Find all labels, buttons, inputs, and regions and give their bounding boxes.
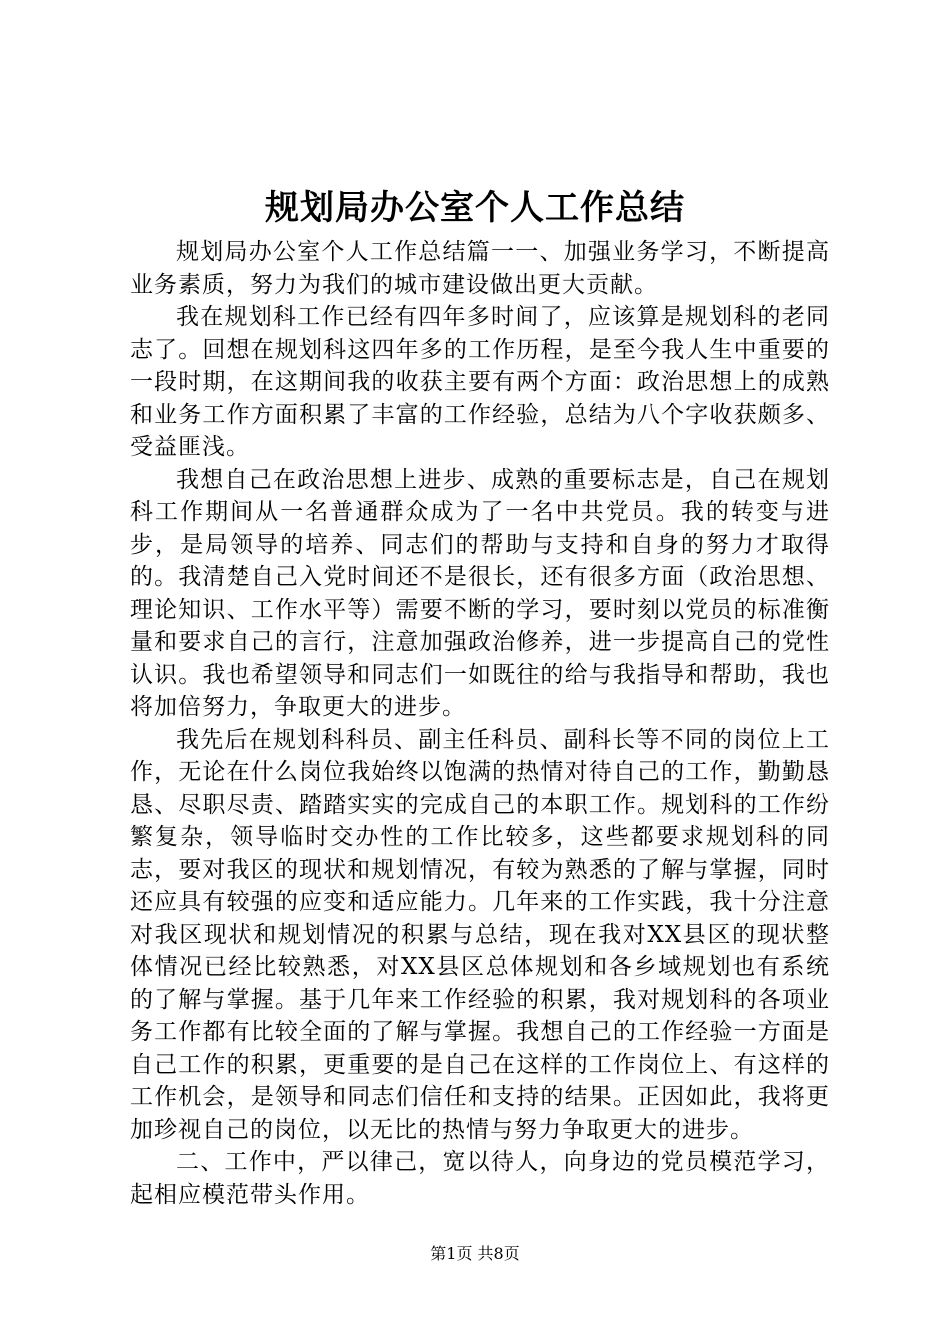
page-number-footer: 第1页 共8页 [430,1244,520,1263]
paragraph-5: 二、工作中，严以律己，宽以待人，向身边的党员模范学习，起相应模范带头作用。 [130,1149,830,1208]
paragraph-4: 我先后在规划科科员、副主任科员、副科长等不同的岗位上工作，无论在什么岗位我始终以饱满的热情对待自己的工作，勤勤恳恳、尽职尽责、踏踏实实的完成自己的本职工作。规划科的工作纷繁复杂，领导临时交办性的工作比较多，这些都要求规划科的同志，要对我区的现状和规划情况，有较为熟悉的了解与掌握，同时还应具有较强的应变和适应能力。几年来的工作实践，我十分注意对我区现状和规划情况的积累与总结，现在我对XX县区的现状整体情况已经比较熟悉，对XX县区总体规划和各乡域规划也有系统的了解与掌握。基于几年来工作经验的积累，我对规划科的各项业务工作都有比较全面的了解与掌握。我想自己的工作经验一方面是自己工作的积累，更重要的是自己在这样的工作岗位上、有这样的工作机会，是领导和同志们信任和支持的结果。正因如此，我将更加珍视自己的岗位，以无比的热情与努力争取更大的进步。 [130,726,830,1143]
paragraph-2: 我在规划科工作已经有四年多时间了，应该算是规划科的老同志了。回想在规划科这四年多的工作历程，是至今我人生中重要的一段时期，在这期间我的收获主要有两个方面：政治思想上的成熟和业务工作方面积累了丰富的工作经验，总结为八个字收获颇多、受益匪浅。 [130,304,830,460]
paragraph-3: 我想自己在政治思想上进步、成熟的重要标志是，自己在规划科工作期间从一名普通群众成为了一名中共党员。我的转变与进步，是局领导的培养、同志们的帮助与支持和自身的努力才取得的。我清楚自己入党时间还不是很长，还有很多方面（政治思想、理论知识、工作水平等）需要不断的学习，要时刻以党员的标准衡量和要求自己的言行，注意加强政治修养，进一步提高自己的党性认识。我也希望领导和同志们一如既往的给与我指导和帮助，我也将加倍努力，争取更大的进步。 [130,466,830,720]
document-title: 规划局办公室个人工作总结 [265,188,685,228]
document-body [130,236,830,1211]
paragraph-1: 规划局办公室个人工作总结篇一一、加强业务学习，不断提高业务素质，努力为我们的城市建设做出更大贡献。 [130,239,830,298]
